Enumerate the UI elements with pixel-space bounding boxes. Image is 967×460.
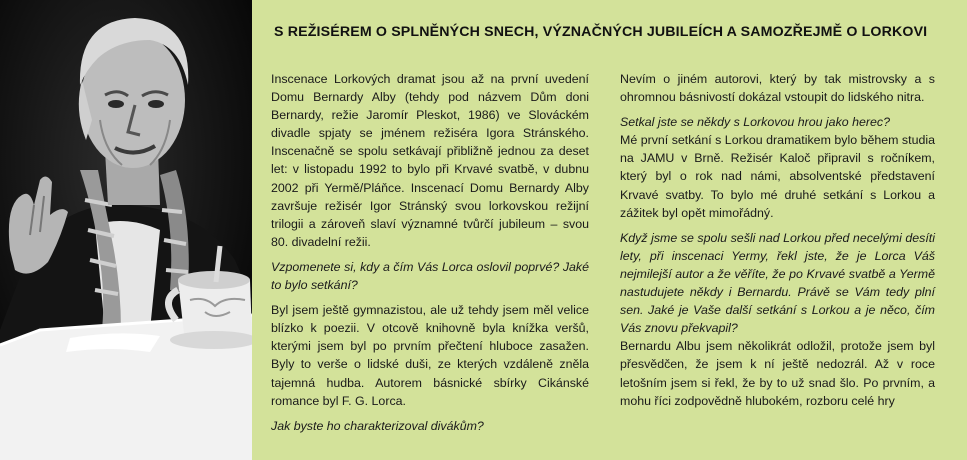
text-column-left bbox=[271, 70, 589, 442]
interview-answer: Nevím o jiném autorovi, který by tak mistrovsky a s ohromnou básnivostí dokázal vstoupit do lidského nitra. bbox=[620, 72, 935, 105]
text-column-right bbox=[620, 70, 935, 417]
interview-question: Vzpomenete si, kdy a čím Vás Lorca oslovil poprvé? Jaké to bylo setkání? bbox=[271, 259, 589, 293]
article-title: S REŽISÉREM O SPLNĚNÝCH SNECH, VÝZNAČNÝCH JUBILEÍCH A SAMOZŘEJMĚ O LORKOVI bbox=[274, 24, 928, 40]
interview-question: Setkal jste se někdy s Lorkovou hrou jako herec? bbox=[620, 115, 890, 130]
interview-question: Když jsme se spolu sešli nad Lorkou před necelými desíti lety, při inscenaci Yermy, řekl jste, že je Lorca Váš nejmilejší autor a že věříte, že po Krvavé svatbě a Yermě nastudujete někdy i Bernardu. Právě se Vám tedy plní sen. Jaké je Vaše další setkání s Lorkou a je něco, čím Vás znovu překvapil? bbox=[620, 230, 935, 336]
interview-question: Jak byste ho charakterizoval divákům? bbox=[271, 418, 484, 433]
interview-answer: Bernardu Albu jsem několikrát odložil, protože jsem byl přesvědčen, že jsem k ní ještě nedozrál. Až v roce letošním jsem si řekl, že by to už snad šlo. Po prvním, a mohu říci zodpovědně hlubokém, rozboru celé hry bbox=[620, 339, 935, 408]
interview-answer: Mé první setkání s Lorkou dramatikem bylo během studia na JAMU v Brně. Režisér Kaloč připravil s ročníkem, který byl o rok nad námi, absolventské představení Krvavé svatby. To bylo mé druhé setkání s Lorkou a zážitek byl opět mimořádný. bbox=[620, 133, 935, 220]
article-content bbox=[252, 0, 967, 460]
portrait-illustration bbox=[0, 0, 252, 460]
interview-answer: Byl jsem ještě gymnazistou, ale už tehdy jsem měl velice blízko k poezii. V otcově knihovně byla knížka veršů, kterými jsem byl po prvním přečtení hluboce zasažen. Byly to verše o lidské duši, ze kterých vzdáleně zněla tajemná hudba. Autorem básnické sbírky Cikánské romance byl F. G. Lorca. bbox=[271, 303, 589, 408]
intro-paragraph: Inscenace Lorkových dramat jsou až na první uvedení Domu Bernardy Alby (tehdy pod názvem Dům doni Bernardy, režie Jaromír Pleskot, 1986) ve Slováckém divadle spjaty se jménem režiséra Igora Stránského. Inscenačně se spolu setkávají přibližně jednou za deset let: v listopadu 1992 to bylo při Krvavé svatbě, v dubnu 2002 při Yermě/Pláňce. Inscenací Domu Bernardy Alby završuje režisér Igor Stránský svou lorkovskou režijní trilogii a zároveň slaví významné tvůrčí jubileum – svou 80. divadelní režii. bbox=[271, 72, 589, 249]
director-portrait-photo bbox=[0, 0, 252, 460]
